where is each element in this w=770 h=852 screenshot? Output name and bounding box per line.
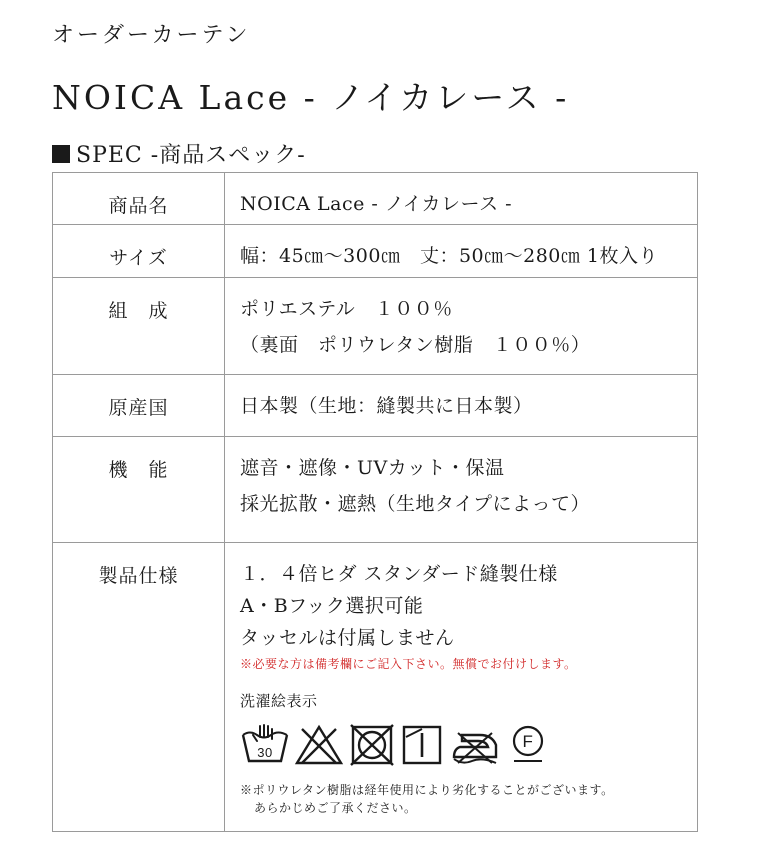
row-value-size bbox=[225, 225, 698, 278]
row-label-specification: 製品仕様 bbox=[53, 543, 225, 832]
value-line: １．４倍ヒダ スタンダード縫製仕様 bbox=[240, 563, 558, 585]
svg-text:F: F bbox=[522, 732, 534, 751]
row-label-function: 機 能 bbox=[53, 437, 225, 543]
table-row bbox=[53, 173, 698, 225]
row-label-composition: 組 成 bbox=[53, 278, 225, 375]
page-title: NOICA Lace - ノイカレース - bbox=[52, 78, 570, 117]
page-subtitle: オーダーカーテン bbox=[52, 23, 251, 48]
value-line: （裏面 ポリウレタン樹脂 １００％） bbox=[240, 334, 591, 356]
spec-heading-text: SPEC -商品スペック- bbox=[76, 143, 306, 168]
value-line: 日本製（生地：縫製共に日本製） bbox=[240, 395, 533, 417]
polyurethane-note-line2: あらかじめご了承ください。 bbox=[254, 801, 417, 815]
row-value-product-name bbox=[225, 173, 698, 225]
value-line: NOICA Lace - ノイカレース - bbox=[240, 193, 513, 215]
row-label-product-name: 商品名 bbox=[53, 173, 225, 225]
no-bleach-icon bbox=[294, 723, 344, 767]
spec-table bbox=[52, 172, 698, 832]
value-line: ポリエステル １００％ bbox=[240, 298, 453, 320]
value-line: 遮音・遮像・UVカット・保温 bbox=[240, 457, 505, 479]
row-value-origin bbox=[225, 375, 698, 437]
square-bullet-icon bbox=[52, 145, 70, 163]
laundry-label-title: 洗濯絵表示 bbox=[240, 692, 318, 710]
tassel-note: ※必要な方は備考欄にご記入下さい。無償でお付けします。 bbox=[240, 657, 577, 671]
table-row bbox=[53, 225, 698, 278]
row-label-size: サイズ bbox=[53, 225, 225, 278]
table-row bbox=[53, 437, 698, 543]
svg-text:30: 30 bbox=[257, 745, 273, 760]
spec-heading bbox=[52, 138, 306, 169]
iron-low-with-cloth-icon bbox=[448, 723, 502, 767]
row-value-specification bbox=[225, 543, 698, 832]
value-line: タッセルは付属しません bbox=[240, 627, 455, 649]
line-dry-icon bbox=[400, 723, 444, 767]
laundry-icons bbox=[240, 723, 697, 767]
table-row bbox=[53, 543, 698, 832]
row-value-function bbox=[225, 437, 698, 543]
dry-clean-f-icon bbox=[506, 723, 550, 767]
hand-wash-30-icon bbox=[240, 723, 290, 767]
row-value-composition bbox=[225, 278, 698, 375]
no-tumble-dry-icon bbox=[348, 723, 396, 767]
value-line: A・Bフック選択可能 bbox=[240, 595, 424, 617]
value-line: 採光拡散・遮熱（生地タイプによって） bbox=[240, 493, 591, 515]
polyurethane-note-line1: ※ポリウレタン樹脂は経年使用により劣化することがございます。 bbox=[240, 783, 614, 797]
table-row bbox=[53, 278, 698, 375]
table-row bbox=[53, 375, 698, 437]
row-label-origin: 原産国 bbox=[53, 375, 225, 437]
polyurethane-note bbox=[240, 781, 697, 817]
value-line: 幅：45㎝～300㎝ 丈：50㎝～280㎝ 1枚入り bbox=[240, 245, 659, 267]
